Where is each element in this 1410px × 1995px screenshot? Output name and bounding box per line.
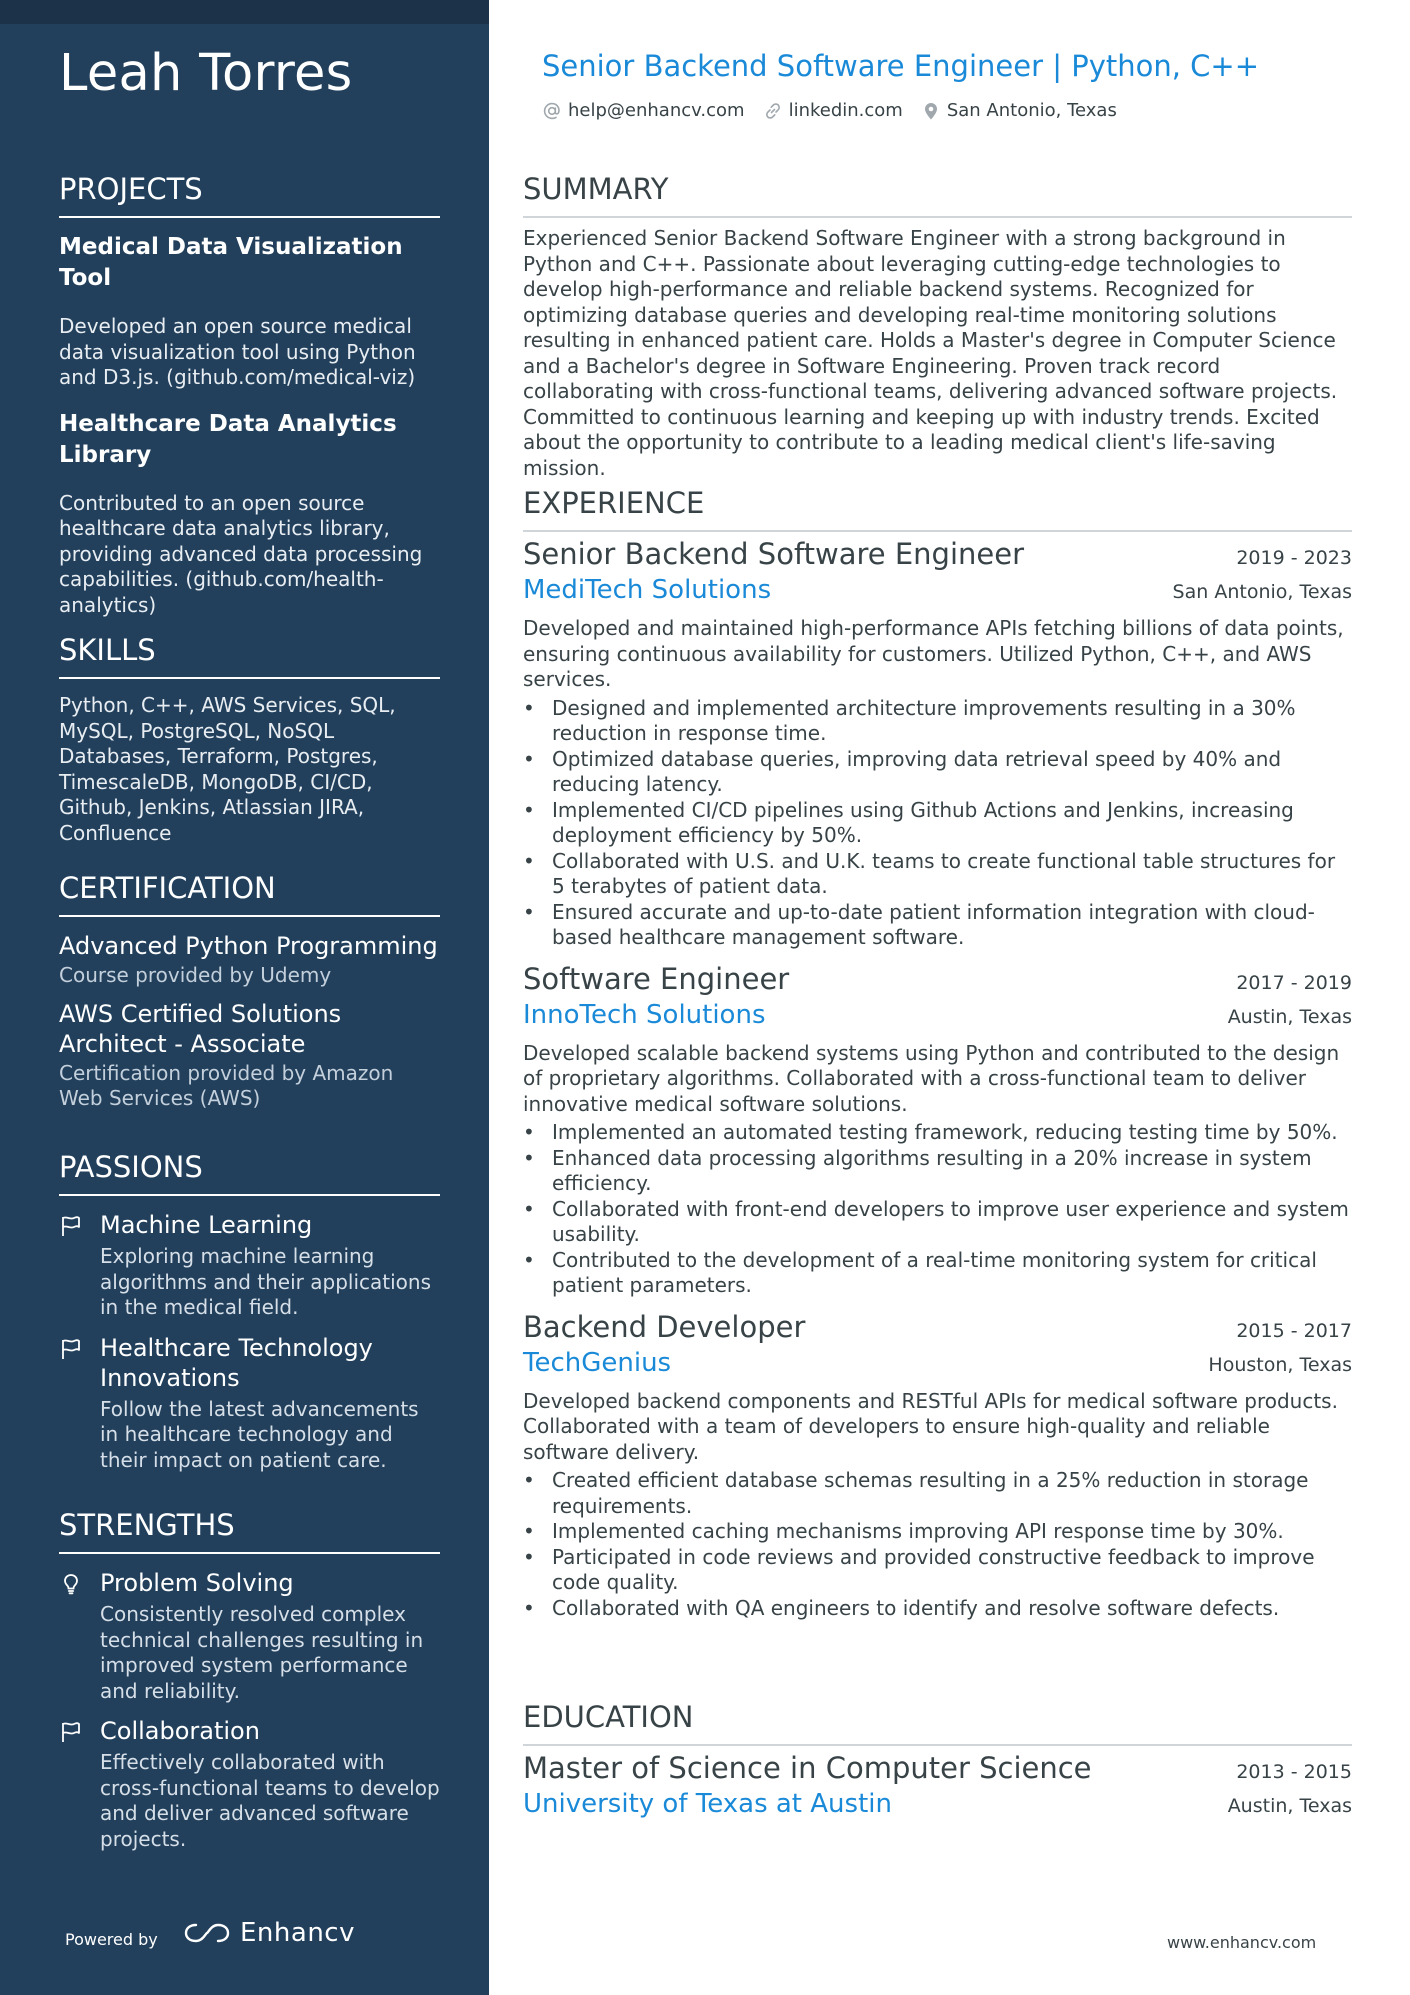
job-title: Senior Backend Software Engineer [523,537,1025,571]
job-bullets [523,1468,1352,1621]
map-pin-icon [921,101,941,121]
education-entry [523,1749,1352,1822]
certification-provider: Course provided by Udemy [59,963,332,987]
job-dates: 2019 - 2023 [1236,547,1352,569]
experience-entry [523,1308,1352,1622]
education-dates: 2013 - 2015 [1236,1761,1352,1783]
project-description: Contributed to an open source healthcare data analytics library, providing advanced data processing capabilities. (github.com/health-analytics) [59,490,423,617]
company-name: InnoTech Solutions [523,999,766,1030]
job-location: Houston, Texas [1208,1353,1352,1376]
education-section [523,1700,1352,1831]
passion-item [59,1333,440,1474]
school-name: University of Texas at Austin [523,1789,892,1819]
experience-entry [523,960,1352,1299]
strength-description: Effectively collaborated with cross-functional teams to develop and deliver advanced software projects. [100,1750,440,1851]
strengths-heading: STRENGTHS [59,1508,440,1554]
job-bullet: • Optimized database queries, improving data retrieval speed by 40% and reducing latency. [523,747,1352,798]
certification-section [59,871,440,1112]
project-item [59,409,440,619]
certification-item [59,999,440,1112]
link-icon [763,101,783,121]
job-bullet: • Created efficient database schemas resulting in a 25% reduction in storage requirements. [523,1468,1352,1519]
job-bullet: • Implemented CI/CD pipelines using Github Actions and Jenkins, increasing deployment efficiency by 50%. [523,798,1352,849]
sidebar-top-strip [0,0,489,24]
strength-title: Collaboration [100,1717,260,1745]
job-bullet: • Implemented an automated testing framework, reducing testing time by 50%. [523,1120,1352,1146]
job-bullet: • Participated in code reviews and provided constructive feedback to improve code quality. [523,1545,1352,1596]
passion-title: Healthcare Technology Innovations [100,1333,373,1392]
summary-text: Experienced Senior Backend Software Engineer with a strong background in Python and C++. Passionate about leveraging cutting-edge technologies to develop high-performance and reliable backend systems. Recognized for optimizing database queries and developing real-time monitoring solutions resulting in enhanced patient care. Holds a Master's degree in Computer Science and a Bachelor's degree in Software Engineering. Proven track record collaborating with cross-functional teams, delivering advanced software projects. Committed to continuous learning and keeping up with industry trends. Excited about the opportunity to contribute to a leading medical client's life-saving mission. [523,226,1338,480]
passion-title: Machine Learning [100,1211,313,1239]
job-description: Developed and maintained high-performance APIs fetching billions of data points, ensuring continuous availability for customers. Utilized Python, C++, and AWS services. [523,616,1344,691]
enhancv-brand-text: Enhancv [240,1918,355,1948]
company-name: MediTech Solutions [523,575,772,605]
at-sign-icon [542,101,562,121]
job-location: Austin, Texas [1227,1005,1352,1028]
project-item [59,232,440,391]
job-description: Developed scalable backend systems using Python and contributed to the design of proprietary algorithms. Collaborated with a cross-functional team to deliver innovative medical software solutions. [523,1040,1340,1116]
project-description: Developed an open source medical data visualization tool using Python and D3.js. (github.com/medical-viz) [59,314,416,389]
sidebar [0,0,489,1995]
main-content [523,0,1352,1995]
summary-heading: SUMMARY [523,172,1352,218]
job-dates: 2015 - 2017 [1236,1319,1352,1342]
job-bullet: • Enhanced data processing algorithms resulting in a 20% increase in system efficiency. [523,1146,1352,1197]
job-location: San Antonio, Texas [1172,581,1352,603]
certification-provider: Certification provided by Amazon Web Services (AWS) [59,1060,394,1110]
candidate-name: Leah Torres [59,44,353,103]
certification-item [59,931,440,989]
contact-linkedin-text: linkedin.com [788,100,903,121]
project-title: Medical Data Visualization Tool [59,234,403,291]
skills-heading: SKILLS [59,633,440,679]
powered-by-label: Powered by [65,1930,158,1949]
certification-title: AWS Certified Solutions Architect - Associate [59,999,342,1058]
skills-section [59,633,440,846]
contact-email[interactable] [542,100,745,121]
experience-heading: EXPERIENCE [523,486,1352,532]
job-bullet: • Contributed to the development of a real-time monitoring system for critical patient parameters. [523,1248,1352,1299]
experience-entry [523,535,1352,951]
job-bullets [523,696,1352,951]
education-location: Austin, Texas [1227,1795,1352,1817]
summary-section [523,172,1352,481]
contact-email-text: help@enhancv.com [568,100,745,121]
project-title: Healthcare Data Analytics Library [59,410,397,468]
contact-bar [542,100,1117,121]
flag-icon [59,1214,83,1238]
lightbulb-icon [59,1572,83,1596]
degree-title: Master of Science in Computer Science [523,1751,1092,1785]
education-heading: EDUCATION [523,1700,1352,1746]
contact-location [921,100,1117,121]
projects-section [59,172,440,618]
strength-title: Problem Solving [100,1569,294,1597]
enhancv-brand[interactable] [184,1918,355,1948]
job-bullet: • Ensured accurate and up-to-date patient information integration with cloud-based healthcare management software. [523,900,1352,951]
projects-heading: PROJECTS [59,172,440,218]
footer-site-link[interactable]: www.enhancv.com [1167,1933,1317,1952]
skills-list: Python, C++, AWS Services, SQL, MySQL, PostgreSQL, NoSQL Databases, Terraform, Postgres, TimescaleDB, MongoDB, CI/CD, Github, Jenkins, Atlassian JIRA, Confluence [59,693,396,845]
certification-heading: CERTIFICATION [59,871,440,917]
job-bullet: • Designed and implemented architecture improvements resulting in a 30% reduction in response time. [523,696,1352,747]
strength-item [59,1568,440,1704]
job-bullets [523,1120,1352,1299]
passions-section [59,1150,440,1473]
passion-item [59,1210,440,1321]
job-description: Developed backend components and RESTful APIs for medical software products. Collaborated with a team of developers to ensure high-quality and reliable software delivery. [523,1388,1338,1464]
job-dates: 2017 - 2019 [1236,971,1352,994]
job-title-header: Senior Backend Software Engineer | Python, C++ [542,49,1260,83]
job-title: Software Engineer [523,961,790,996]
job-bullet: • Collaborated with front-end developers to improve user experience and system usability. [523,1197,1352,1248]
contact-location-text: San Antonio, Texas [946,100,1117,121]
job-bullet: • Implemented caching mechanisms improving API response time by 30%. [523,1519,1352,1545]
passion-description: Exploring machine learning algorithms and their applications in the medical field. [100,1244,431,1319]
company-name: TechGenius [523,1347,672,1378]
passion-description: Follow the latest advancements in healthcare technology and their impact on patient care. [100,1396,419,1472]
flag-icon [59,1337,83,1361]
certification-title: Advanced Python Programming [59,932,438,960]
strengths-section [59,1508,440,1852]
job-title: Backend Developer [523,1309,806,1344]
strength-item [59,1716,440,1852]
enhancv-logo-icon [184,1921,230,1945]
flag-icon [59,1720,83,1744]
contact-linkedin[interactable] [763,100,903,121]
job-bullet: • Collaborated with QA engineers to identify and resolve software defects. [523,1596,1352,1622]
job-bullet: • Collaborated with U.S. and U.K. teams to create functional table structures for 5 terabytes of patient data. [523,849,1352,900]
strength-description: Consistently resolved complex technical challenges resulting in improved system performance and reliability. [100,1602,424,1703]
passions-heading: PASSIONS [59,1150,440,1196]
experience-section [523,486,1352,1630]
